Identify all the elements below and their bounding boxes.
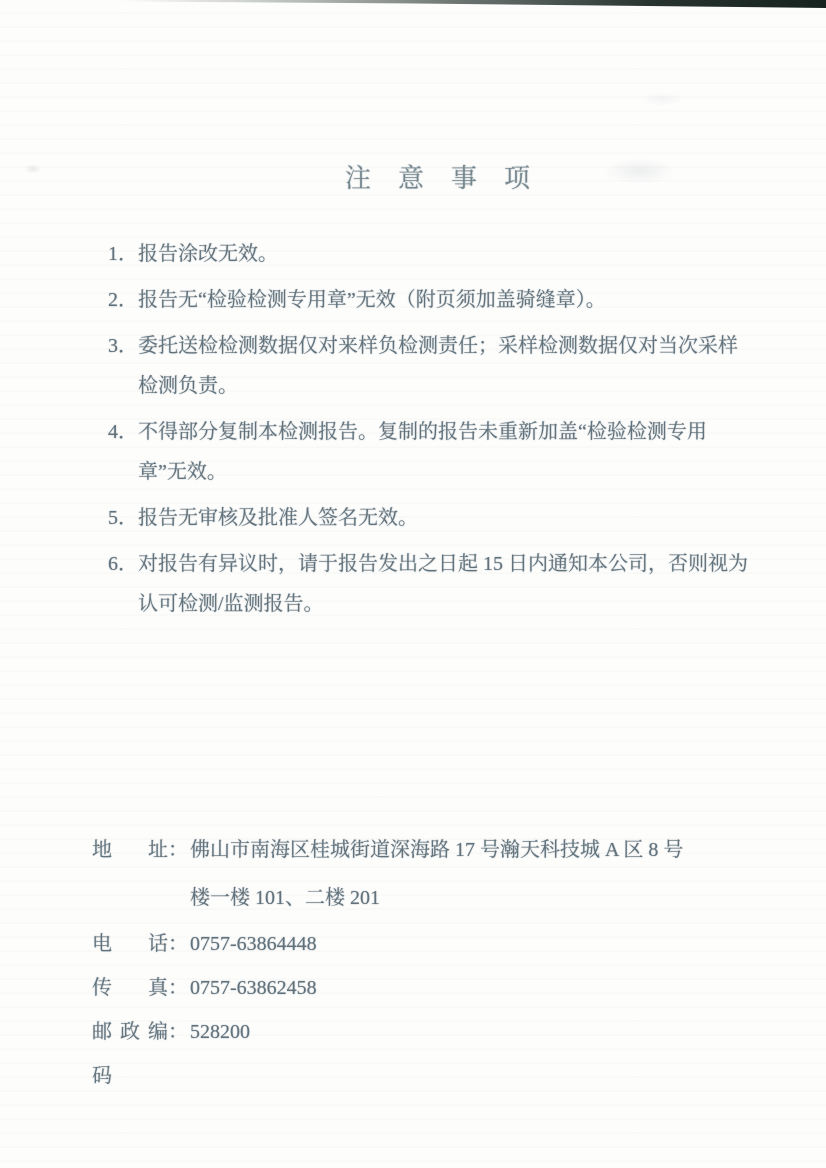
note-number: 2． [108, 289, 138, 311]
notes-list [108, 234, 756, 630]
phone-value: 0757-63864448 [190, 933, 317, 955]
address-value [190, 826, 772, 922]
note-item-3 [108, 326, 756, 406]
label-colon: ： [168, 1021, 188, 1043]
scanner-edge-artifact [120, 0, 826, 8]
phone-row [92, 922, 772, 966]
note-text: 报告涂改无效。 [138, 243, 278, 265]
label-colon: ： [168, 933, 188, 955]
note-number: 6． [108, 553, 138, 575]
address-line-1: 佛山市南海区桂城街道深海路 17 号瀚天科技城 A 区 8 号 [190, 839, 684, 861]
page-title: 注意事项 [345, 164, 558, 193]
postal-row [92, 1010, 772, 1098]
scan-smudge [640, 92, 684, 106]
scan-smudge [604, 158, 676, 184]
note-item-6 [108, 544, 756, 624]
scan-smudge [24, 164, 42, 174]
note-number: 1． [108, 243, 138, 265]
note-number: 4． [108, 421, 138, 443]
phone-label: 电话 [92, 933, 168, 955]
fax-value: 0757-63862458 [190, 977, 317, 999]
note-number: 3． [108, 335, 138, 357]
note-text: 报告无审核及批准人签名无效。 [138, 507, 418, 529]
address-line-2: 楼一楼 101、二楼 201 [190, 887, 380, 909]
address-label: 地址 [92, 839, 168, 861]
note-text: 不得部分复制本检测报告。复制的报告未重新加盖“检验检测专用章”无效。 [138, 421, 707, 483]
label-colon: ： [168, 839, 188, 861]
note-item-2 [108, 280, 756, 320]
fax-label: 传真 [92, 977, 168, 999]
label-colon: ： [168, 977, 188, 999]
note-number: 5． [108, 507, 138, 529]
postal-label: 邮政编码 [92, 1021, 168, 1087]
postal-value: 528200 [190, 1021, 250, 1043]
note-text: 对报告有异议时，请于报告发出之日起 15 日内通知本公司，否则视为认可检测/监测报告。 [138, 553, 748, 615]
address-row [92, 826, 772, 922]
note-item-5 [108, 498, 756, 538]
note-item-1 [108, 234, 756, 274]
note-item-4 [108, 412, 756, 492]
fax-row [92, 966, 772, 1010]
note-text: 委托送检检测数据仅对来样负检测责任；采样检测数据仅对当次采样检测负责。 [138, 335, 738, 397]
note-text: 报告无“检验检测专用章”无效（附页须加盖骑缝章）。 [138, 289, 606, 311]
contact-info [92, 826, 772, 1098]
